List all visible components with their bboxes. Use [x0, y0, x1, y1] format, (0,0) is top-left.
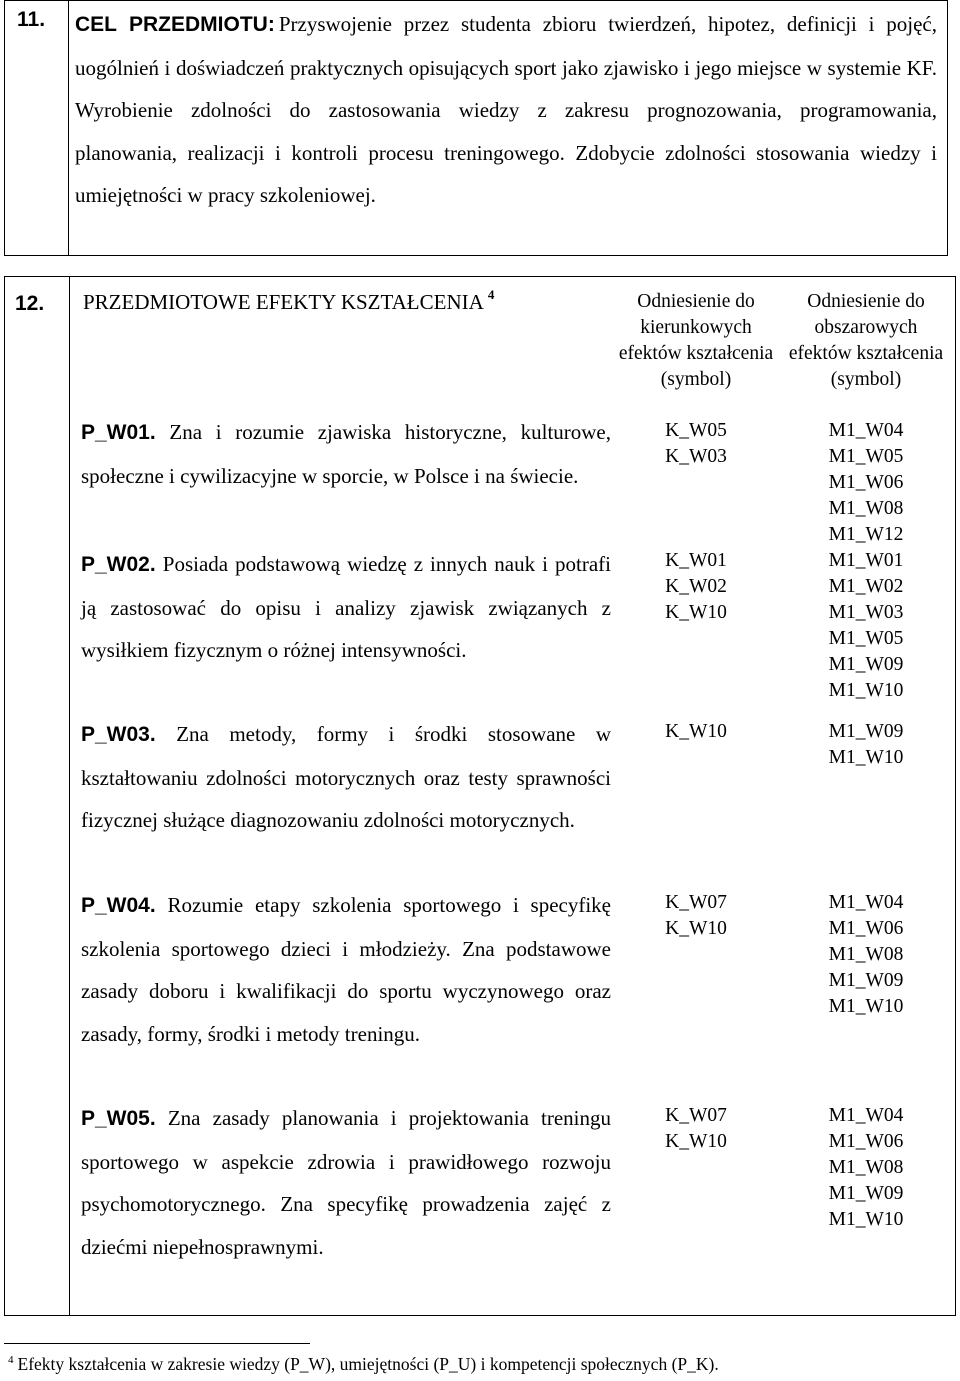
code-item: M1_W06 [828, 472, 904, 493]
code-item: M1_W10 [828, 680, 904, 701]
code-item: M1_W08 [828, 498, 904, 519]
footnote-reference: 4 [487, 287, 495, 302]
column-header-kierunkowe: Odniesienie do kierunkowych efektów kształcenia (symbol) [618, 291, 774, 390]
outcome-code: P_W05. [81, 1107, 156, 1130]
code-item: M1_W12 [828, 524, 904, 545]
table-row [81, 411, 611, 497]
section-11-box [4, 0, 948, 256]
footnote-separator [4, 1343, 310, 1344]
code-item: M1_W04 [828, 892, 904, 913]
code-item: K_W10 [665, 721, 727, 742]
obszarowe-codes [781, 719, 951, 771]
code-item: M1_W01 [828, 550, 904, 571]
code-item: M1_W08 [828, 1157, 904, 1178]
outcome-text: Zna zasady planowania i projektowania treningu sportowego w aspekcie zdrowia i prawidłowego rozwoju psychomotorycznego. Zna specyfikę prowadzenia zajęć z dziećmi niepełnosprawnymi. [81, 1106, 612, 1259]
code-item: K_W03 [665, 446, 727, 467]
code-item: M1_W05 [828, 628, 904, 649]
code-item: M1_W06 [828, 1131, 904, 1152]
code-item: K_W07 [665, 1105, 727, 1126]
code-item: M1_W10 [828, 1209, 904, 1230]
column-header-obszarowe: Odniesienie do obszarowych efektów kształcenia (symbol) [788, 291, 944, 390]
kierunkowe-codes [611, 719, 781, 745]
code-item: M1_W09 [828, 654, 904, 675]
outcome-code: P_W02. [81, 553, 156, 576]
code-item: M1_W05 [828, 446, 904, 467]
section-11-label: CEL PRZEDMIOTU: [75, 13, 275, 36]
outcome-text: Zna metody, formy i środki stosowane w kształtowaniu zdolności motorycznych oraz testy sprawności fizycznej służące diagnozowaniu zdolności motorycznych. [81, 722, 611, 832]
section-11-body: Przyswojenie przez studenta zbioru twierdzeń, hipotez, definicji i pojęć, uogólnień i doświadczeń praktycznych opisujących sport jako zjawisko i jego miejsce w systemie KF. Wyrobienie zdolności do zastosowania wiedzy z zakresu prognozowania, programowania, planowania, realizacji i kontroli procesu treningowego. Zdobycie zdolności stosowania wiedzy i umiejętności w pracy szkoleniowej. [75, 12, 937, 207]
code-item: K_W01 [665, 550, 727, 571]
outcome-code: P_W03. [81, 723, 156, 746]
code-item: M1_W10 [828, 996, 904, 1017]
section-12-heading-text: PRZEDMIOTOWE EFEKTY KSZTAŁCENIA [83, 290, 483, 314]
kierunkowe-codes [611, 418, 781, 470]
code-item: K_W10 [665, 602, 727, 623]
section-11-text [69, 1, 947, 255]
code-item: M1_W03 [828, 602, 904, 623]
code-item: K_W07 [665, 892, 727, 913]
code-item: K_W02 [665, 576, 727, 597]
kierunkowe-codes [611, 890, 781, 942]
code-item: M1_W04 [828, 1105, 904, 1126]
code-item: M1_W02 [828, 576, 904, 597]
obszarowe-codes [781, 548, 951, 704]
learning-outcomes-table [4, 276, 956, 1316]
table-row [81, 884, 611, 1055]
obszarowe-codes [781, 418, 951, 548]
outcome-text: Zna i rozumie zjawiska historyczne, kulturowe, społeczne i cywilizacyjne w sporcie, w Polsce i na świecie. [81, 420, 612, 488]
obszarowe-codes [781, 1103, 951, 1233]
code-item: M1_W04 [828, 420, 904, 441]
table-row [81, 1097, 611, 1268]
outcome-text: Posiada podstawową wiedzę z innych nauk i potrafi ją zastosować do opisu i analizy zjawisk związanych z wysiłkiem fizycznym o różnej intensywności. [81, 552, 611, 662]
section-12-number: 12. [15, 292, 45, 315]
table-row [81, 543, 611, 672]
outcome-text: Rozumie etapy szkolenia sportowego i specyfikę szkolenia sportowego dzieci i młodzieży. Zna podstawowe zasady doboru i kwalifikacji do sportu wyczynowego oraz zasady, formy, środki i metody treningu. [81, 893, 611, 1046]
code-item: M1_W09 [828, 970, 904, 991]
code-item: K_W10 [665, 1131, 727, 1152]
table-row [81, 713, 611, 842]
code-item: M1_W10 [828, 747, 904, 768]
kierunkowe-codes [611, 548, 781, 626]
code-item: M1_W08 [828, 944, 904, 965]
table-divider [69, 277, 70, 1315]
code-item: M1_W06 [828, 918, 904, 939]
section-11-number: 11. [5, 1, 69, 255]
kierunkowe-codes [611, 1103, 781, 1155]
code-item: M1_W09 [828, 721, 904, 742]
code-item: K_W05 [665, 420, 727, 441]
obszarowe-codes [781, 890, 951, 1020]
footnote-mark: 4 [8, 1354, 14, 1366]
code-item: M1_W09 [828, 1183, 904, 1204]
footnote-text: Efekty kształcenia w zakresie wiedzy (P_W), umiejętności (P_U) i kompetencji społecznych (P_K). [17, 1354, 719, 1374]
outcome-code: P_W04. [81, 894, 156, 917]
code-item: K_W10 [665, 918, 727, 939]
section-12-heading [83, 287, 495, 315]
outcome-code: P_W01. [81, 421, 156, 444]
footnote [8, 1354, 719, 1375]
